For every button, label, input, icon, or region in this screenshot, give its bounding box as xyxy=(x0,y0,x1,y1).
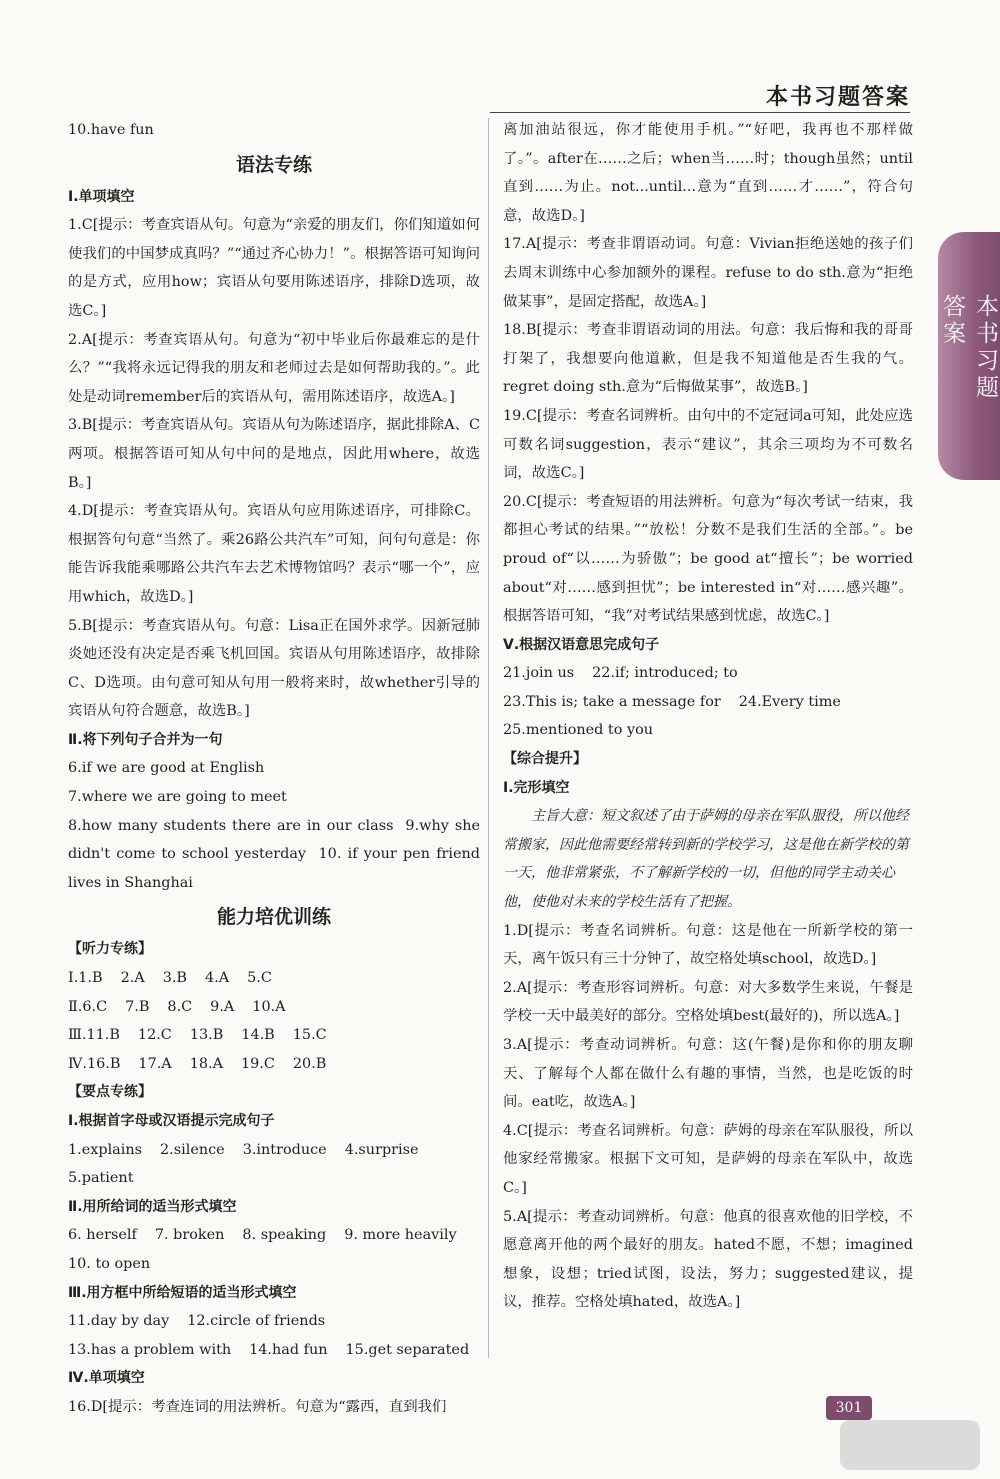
answer-q9: 9.why she didn't come to school yesterday xyxy=(68,817,480,863)
section-heading: Ⅰ.单项填空 xyxy=(68,188,135,205)
answer-c1: 1.D[提示：考查名词辨析。句意：这是他在一所新学校的第一天，离午饭只有三十分钟了，故空格处填school，故选D。] xyxy=(503,922,913,968)
keypoint-heading: 【要点专练】 xyxy=(68,1084,152,1101)
section-heading: Ⅴ.根据汉语意思完成句子 xyxy=(503,636,660,653)
listen-answer: 15.C xyxy=(292,1027,327,1044)
fill-answer: 10. to open xyxy=(68,1255,151,1272)
page-number: 301 xyxy=(826,1396,872,1420)
fill-answer: 1.explains xyxy=(68,1141,143,1158)
answer-q8: 8.how many students there are in our class xyxy=(68,817,394,834)
listen-answer: 17.A xyxy=(138,1055,172,1072)
right-column xyxy=(503,116,913,1317)
listen-answer: 20.B xyxy=(292,1055,327,1072)
answer-q18: 18.B[提示：考查非谓语动词的用法。句意：我后悔和我的哥哥打架了，我想要向他道歉，但是我不知道他是否生我的气。regret doing sth.意为“后悔做某事”，故选B。] xyxy=(503,322,913,396)
kp2-answers xyxy=(68,1221,480,1278)
grammar-title: 语法专练 xyxy=(235,153,312,176)
listen-answer: 5.C xyxy=(247,970,272,987)
answer-q10: 10. if your pen friend lives in Shanghai xyxy=(68,846,480,891)
answer-q1: 1.C[提示：考查宾语从句。句意为“亲爱的朋友们，你们知道如何使我们的中国梦成真吗？”“通过齐心协力！”。根据答语可知询问的是方式，应用how；宾语从句要用陈述语序，排除D选项，故选C。] xyxy=(68,217,480,319)
fill-answer: 6. herself xyxy=(68,1227,137,1244)
listen-answer: Ⅰ.1.B xyxy=(68,970,103,987)
answer-q8-q10 xyxy=(68,812,480,898)
answer-q17: 17.A[提示：考查非谓语动词。句意：Vivian拒绝送她的孩子们去周末训练中心参加额外的课程。refuse to do sth.意为“拒绝做某事”，是固定搭配，故选A。] xyxy=(503,236,913,310)
listen-row xyxy=(68,964,480,993)
listen-answer: 4.A xyxy=(205,970,230,987)
translate-answer: 25.mentioned to you xyxy=(503,722,654,739)
fill-answer: 14.had fun xyxy=(249,1341,328,1358)
answer-c3: 3.A[提示：考查动词辨析。句意：这(午餐)是你和你的朋友聊天、了解每个人都在做什么有趣的事情，当然，也是吃饭的时间。eat吃，故选A。] xyxy=(503,1037,913,1111)
answer-c2: 2.A[提示：考查形容词辨析。句意：对大多数学生来说，午餐是学校一天中最美好的部分。空格处填best(最好的)，所以选A。] xyxy=(503,979,913,1025)
answer-q19: 19.C[提示：考查名词辨析。由句中的不定冠词a可知，此处应选可数名词suggestion，表示“建议”，其余三项均为不可数名词，故选C。] xyxy=(503,407,913,482)
answer-q6: 6.if we are good at English xyxy=(68,760,265,777)
listen-answer: 14.B xyxy=(241,1027,275,1044)
sec5-answers xyxy=(503,659,913,745)
header-title: 本书习题答案 xyxy=(765,84,910,110)
fill-answer: 8. speaking xyxy=(242,1227,327,1244)
section-heading: Ⅱ.将下列句子合并为一句 xyxy=(68,731,223,748)
answer-q20: 20.C[提示：考查短语的用法辨析。句意为“每次考试一结束，我都担心考试的结果。”“放松！分数不是我们生活的全部。”。be proud of“以……为骄傲”；be good at“擅长”；be worried about“对……感到担忧”；be interested in“对……感兴趣”。根据答语可知，“我”对考试结果感到忧虑，故选C。] xyxy=(503,493,913,625)
kp1-answers xyxy=(68,1136,480,1193)
fill-answer: 5.patient xyxy=(68,1170,134,1187)
listen-answer: 9.A xyxy=(210,998,235,1015)
listen-answer: 12.C xyxy=(137,1027,172,1044)
fill-answer: 4.surprise xyxy=(344,1141,419,1158)
watermark-logo xyxy=(840,1420,980,1470)
listening-heading: 【听力专练】 xyxy=(68,941,152,958)
kp3-answers xyxy=(68,1307,480,1364)
listen-row xyxy=(68,1021,480,1050)
listen-row xyxy=(68,993,480,1022)
listen-answer: Ⅲ.11.B xyxy=(68,1027,120,1044)
listen-answer: 18.A xyxy=(189,1055,223,1072)
listen-row xyxy=(68,1050,480,1079)
answer-c4: 4.C[提示：考查名词辨析。句意：萨姆的母亲在军队服役，所以他家经常搬家。根据下文可知，是萨姆的母亲在军队中，故选C。] xyxy=(503,1122,913,1196)
answer-q4: 4.D[提示：考查宾语从句。宾语从句应用陈述语序，可排除C。根据答句句意“当然了。乘26路公共汽车”可知，问句句意是：你能告诉我能乘哪路公共汽车去艺术博物馆吗？表示“哪一个”，应用which，故选D。] xyxy=(68,503,480,605)
ability-title: 能力培优训练 xyxy=(216,906,331,929)
listen-answer: Ⅱ.6.C xyxy=(68,998,108,1015)
section-heading: Ⅰ.根据首字母或汉语提示完成句子 xyxy=(68,1113,275,1129)
left-column xyxy=(68,116,480,1422)
listen-answer: 19.C xyxy=(240,1055,275,1072)
side-tab xyxy=(938,232,1000,480)
section-heading: Ⅰ.完形填空 xyxy=(503,779,570,796)
answer-q16-continued: 离加油站很远，你才能使用手机。”“好吧，我再也不那样做了。”。after在……之后；when当……时；though虽然；until直到……为止。not...until...意为“直到……才……”，符合句意，故选D。] xyxy=(503,122,913,224)
intro-answer: 10.have fun xyxy=(68,122,154,138)
translate-answer: 21.join us xyxy=(503,665,575,682)
fill-answer: 11.day by day xyxy=(68,1313,170,1330)
fill-answer: 2.silence xyxy=(160,1141,225,1158)
answer-q7: 7.where we are going to meet xyxy=(68,789,287,806)
answer-q16: 16.D[提示：考查连词的用法辨析。句意为“露西，直到我们 xyxy=(68,1398,447,1415)
section-heading: Ⅲ.用方框中所给短语的适当形式填空 xyxy=(68,1284,297,1301)
translate-answer: 22.if; introduced; to xyxy=(592,665,738,682)
listen-answer: 2.A xyxy=(120,970,145,987)
translate-answer: 23.This is; take a message for xyxy=(503,693,721,710)
comprehensive-heading: 【综合提升】 xyxy=(503,751,587,768)
fill-answer: 7. broken xyxy=(154,1227,225,1244)
listen-answer: 10.A xyxy=(252,998,286,1015)
cloze-summary: 主旨大意：短文叙述了由于萨姆的母亲在军队服役，所以他经常搬家，因此他需要经常转到新的学校学习，这是他在新学校的第一天，他非常紧张，不了解新学校的一切，但他的同学主动关心他，使他对未来的学校生活有了把握。 xyxy=(503,808,909,911)
listen-answer: 3.B xyxy=(162,970,188,987)
column-divider xyxy=(488,118,489,1358)
fill-answer: 3.introduce xyxy=(242,1141,327,1158)
fill-answer: 13.has a problem with xyxy=(68,1341,232,1358)
side-tab-label: 本书习题答案 xyxy=(939,294,998,402)
header-rule xyxy=(490,112,910,113)
answer-q3: 3.B[提示：考查宾语从句。宾语从句为陈述语序，据此排除A、C两项。根据答语可知从句中问的是地点，因此用where，故选B。] xyxy=(68,417,480,491)
listen-answer: 13.B xyxy=(189,1027,224,1044)
section-heading: Ⅱ.用所给词的适当形式填空 xyxy=(68,1198,237,1215)
answer-q5: 5.B[提示：考查宾语从句。句意：Lisa正在国外求学。因新冠肺炎她还没有决定是否乘飞机回国。宾语从句用陈述语序，故排除C、D选项。由句意可知从句用一般将来时，故whether引导的宾语从句符合题意，故选B。] xyxy=(68,617,480,720)
fill-answer: 12.circle of friends xyxy=(187,1313,326,1330)
fill-answer: 9. more heavily xyxy=(344,1227,457,1244)
answer-row xyxy=(68,754,480,811)
listen-answer: 8.C xyxy=(167,998,193,1015)
fill-answer: 15.get separated xyxy=(345,1341,470,1358)
answer-q2: 2.A[提示：考查宾语从句。句意为“初中毕业后你最难忘的是什么？”“我将永远记得我的朋友和老师过去是如何帮助我的。”。此处是动词remember后的宾语从句，需用陈述语序，故选A。] xyxy=(68,331,480,405)
translate-answer: 24.Every time xyxy=(738,693,841,710)
listen-answer: Ⅳ.16.B xyxy=(68,1055,121,1072)
listen-answer: 7.B xyxy=(125,998,150,1015)
answer-c5: 5.A[提示：考查动词辨析。句意：他真的很喜欢他的旧学校，不愿意离开他的两个最好的朋友。hated不愿，不想；imagined想象，设想；tried试图，设法，努力；suggested建议，提议，推荐。空格处填hated，故选A。] xyxy=(503,1208,913,1311)
section-heading: Ⅳ.单项填空 xyxy=(68,1370,145,1387)
